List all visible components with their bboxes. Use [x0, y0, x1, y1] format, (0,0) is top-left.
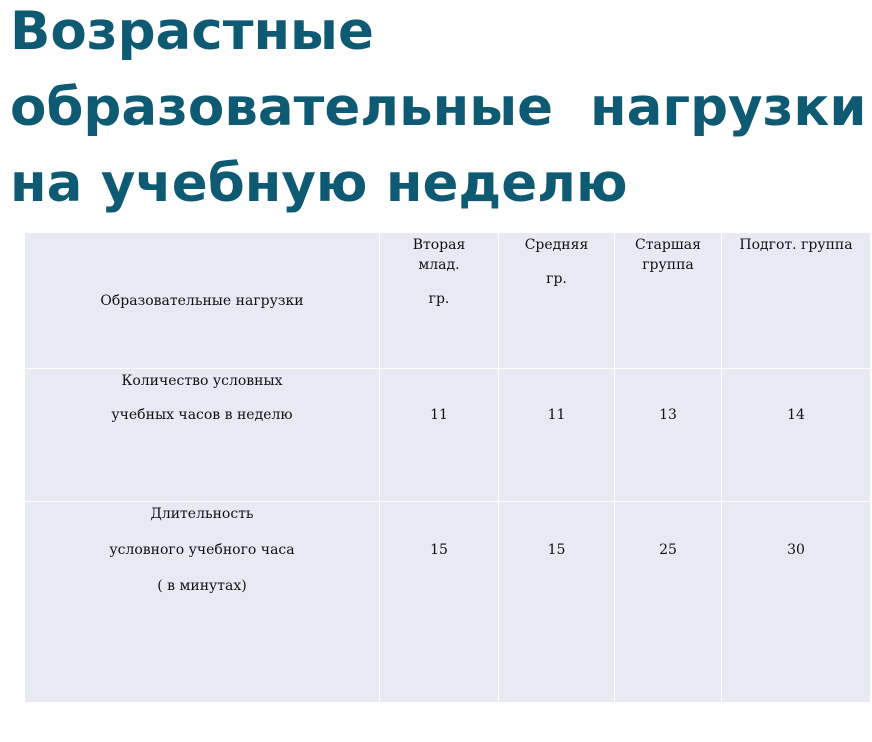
cell-value: 13	[659, 407, 677, 423]
cell-value: 30	[787, 542, 805, 558]
header-cell-loads	[25, 233, 380, 369]
header-line: группа	[642, 257, 694, 273]
header-line: гр.	[546, 271, 567, 287]
header-cell-second-junior	[380, 233, 499, 369]
table-cell	[380, 369, 499, 502]
cell-value: 15	[547, 542, 566, 558]
header-line: гр.	[428, 291, 450, 307]
row-label-line: условного учебного часа	[109, 542, 295, 558]
row-label-line: Длительность	[150, 506, 254, 522]
header-line: Вторая	[412, 237, 466, 253]
table-cell	[722, 369, 871, 502]
cell-value: 15	[430, 542, 448, 558]
header-cell-prep	[722, 233, 871, 369]
header-label-loads: Образовательные нагрузки	[100, 292, 304, 309]
table-row	[25, 502, 871, 703]
table-cell	[499, 369, 615, 502]
title-line-1: Возрастные	[10, 1, 374, 62]
row-label-line: ( в минутах)	[157, 578, 247, 594]
header-line: Старшая	[635, 237, 701, 253]
row-label-line: учебных часов в неделю	[111, 407, 293, 423]
table-row	[25, 369, 871, 502]
row-label-line: Количество условных	[121, 373, 283, 389]
cell-value: 14	[787, 407, 805, 423]
header-line: млад.	[418, 257, 460, 273]
title-line-2: образовательные нагрузки	[10, 77, 867, 138]
header-cell-senior	[615, 233, 722, 369]
header-cell-middle	[499, 233, 615, 369]
table-cell	[615, 502, 722, 703]
header-line: Подгот. группа	[739, 237, 853, 253]
row-label-line	[25, 524, 379, 540]
loads-table	[24, 232, 871, 703]
cell-value: 25	[659, 542, 677, 558]
cell-value: 11	[430, 407, 448, 423]
row-label-hours	[25, 369, 380, 502]
header-line	[499, 255, 614, 269]
table-cell	[499, 502, 615, 703]
title-line-3: на учебную неделю	[10, 153, 628, 214]
row-label-line	[25, 391, 379, 405]
row-label-line	[25, 560, 379, 576]
table-cell	[380, 502, 499, 703]
header-line	[380, 275, 498, 289]
header-line: Средняя	[524, 237, 589, 253]
row-label-duration	[25, 502, 380, 703]
table-header-row	[25, 233, 871, 369]
cell-value: 11	[547, 407, 566, 423]
table-cell	[722, 502, 871, 703]
slide-title	[10, 0, 867, 222]
table-cell	[615, 369, 722, 502]
